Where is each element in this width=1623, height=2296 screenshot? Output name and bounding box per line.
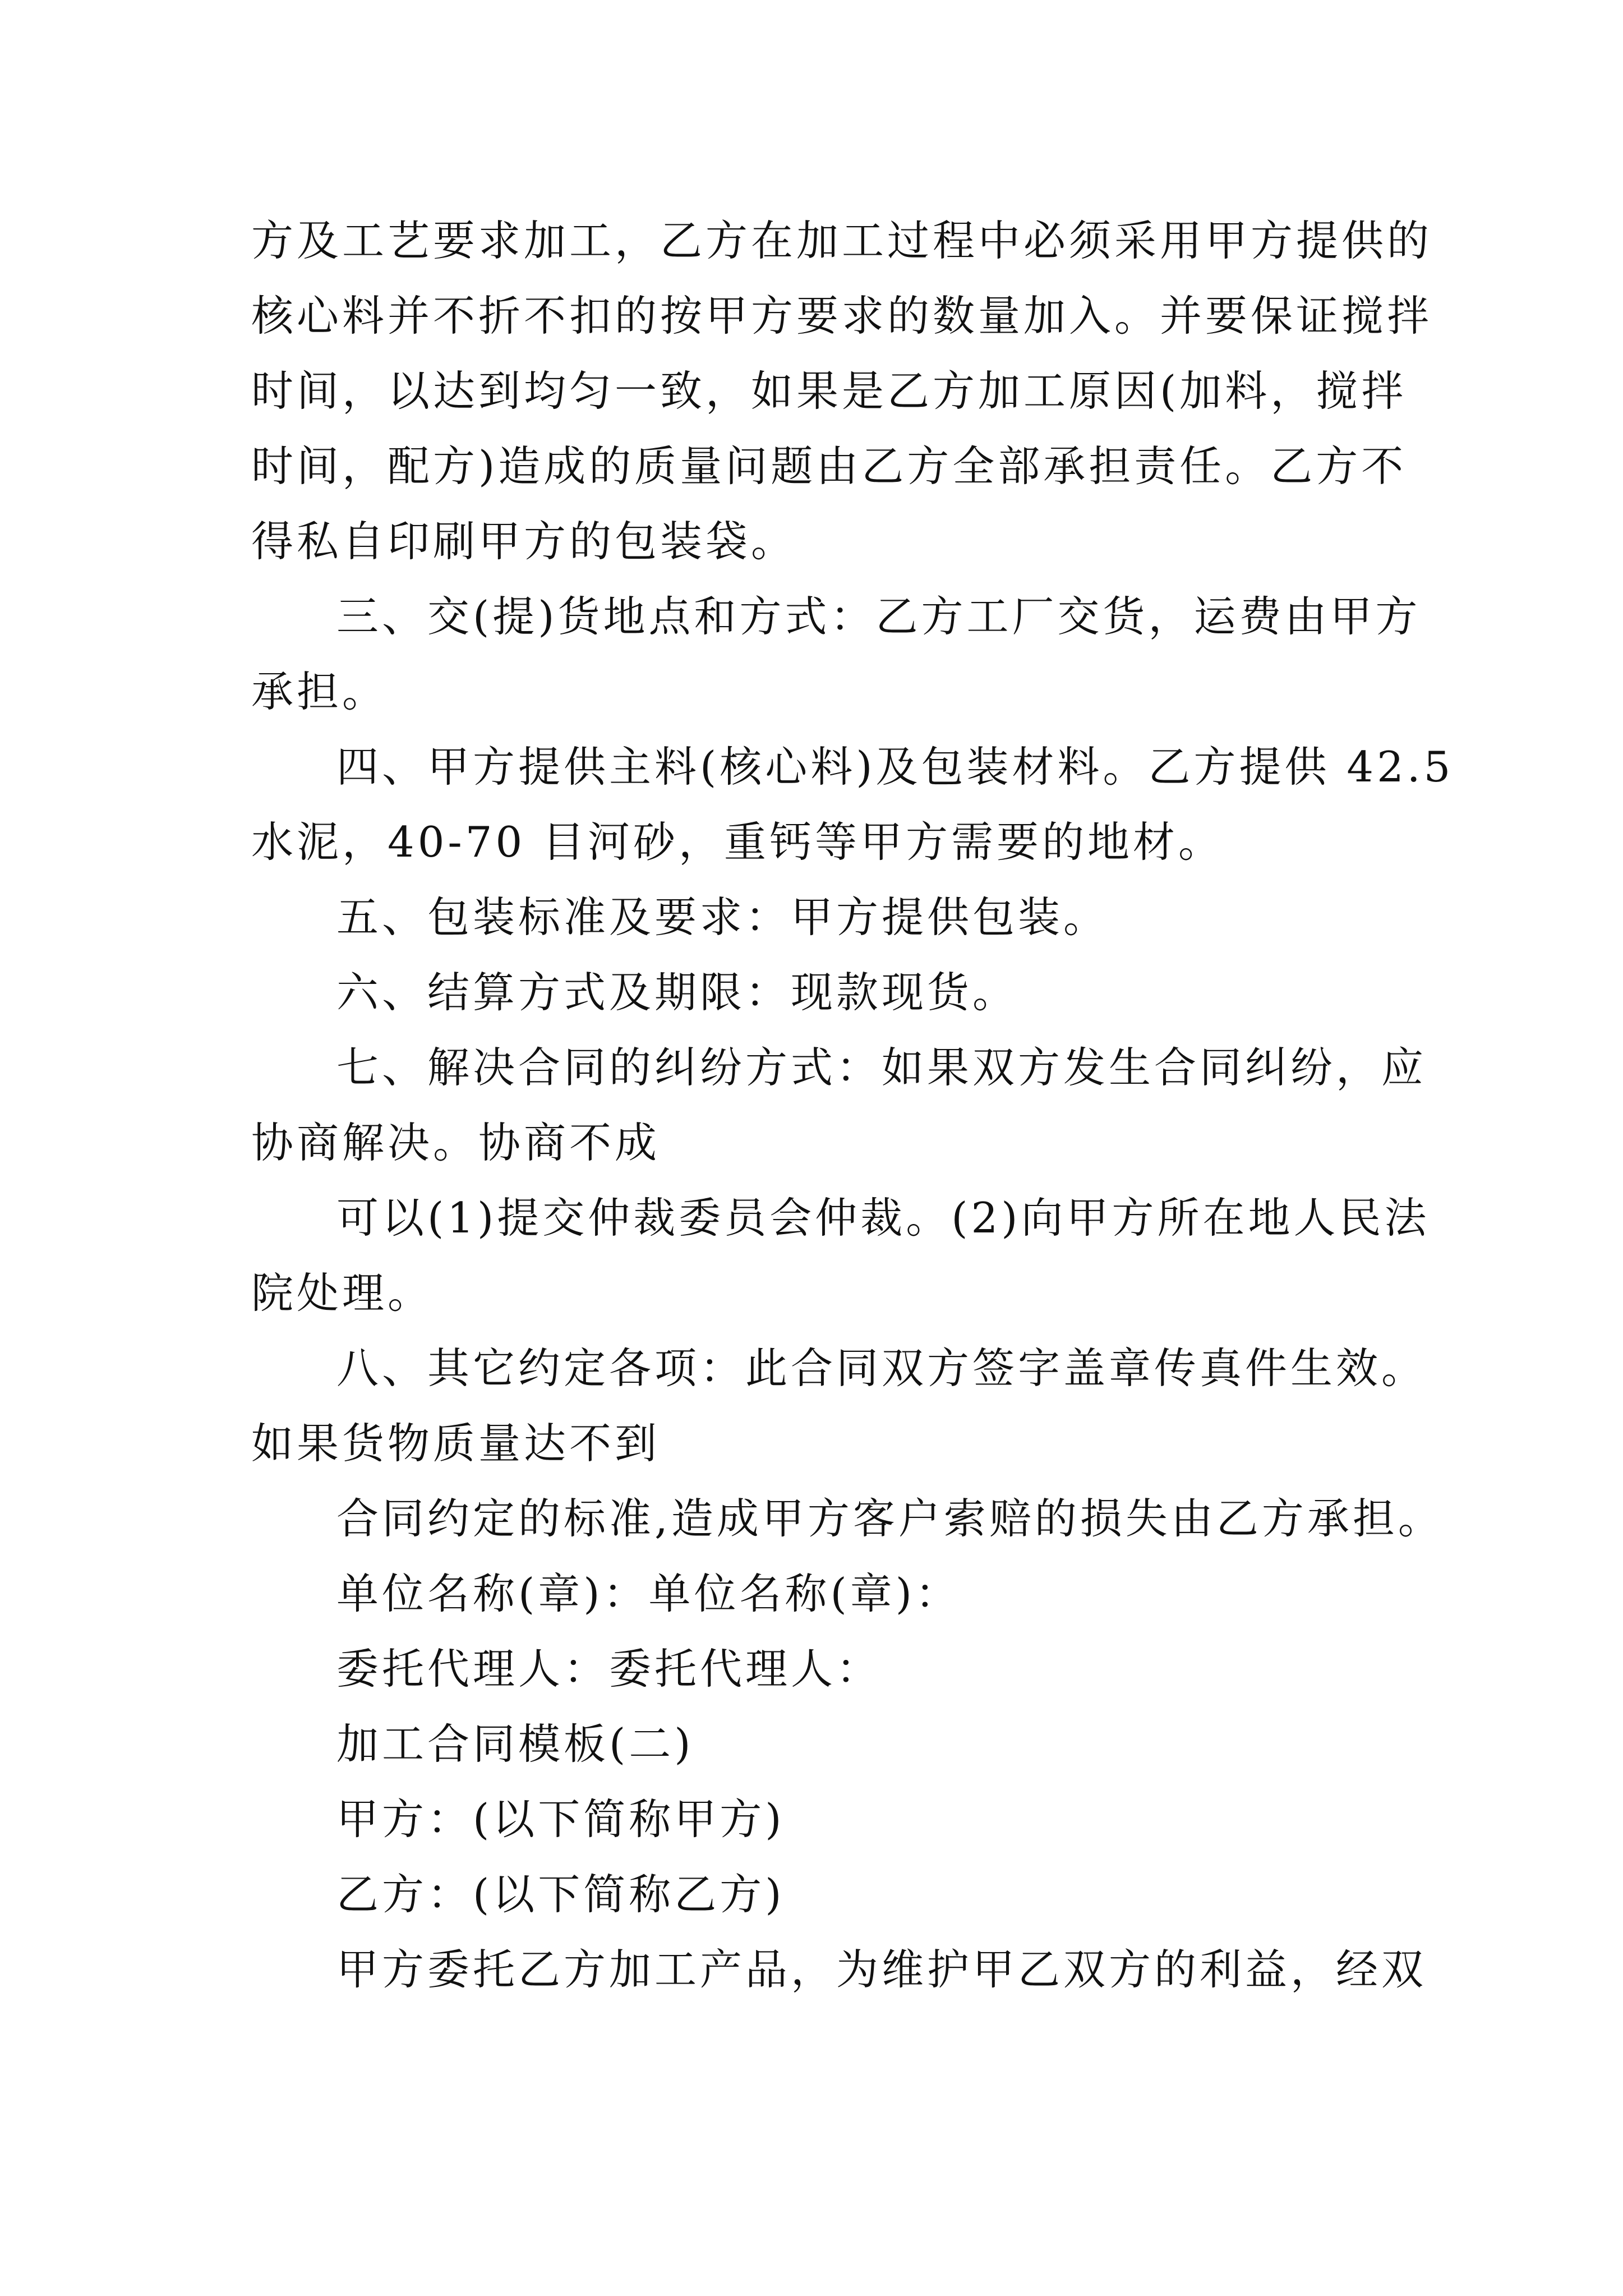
paragraph-line: 时间，配方)造成的质量问题由乙方全部承担责任。乙方不 <box>251 441 1407 491</box>
paragraph-line: 协商解决。协商不成 <box>251 1118 661 1167</box>
signature-line: 委托代理人：委托代理人： <box>336 1644 882 1694</box>
paragraph-line: 八、其它约定各项：此合同双方签字盖章传真件生效。 <box>336 1343 1427 1393</box>
paragraph-line: 时间，以达到均匀一致，如果是乙方加工原因(加料，搅拌 <box>251 366 1407 416</box>
paragraph-line: 七、解决合同的纠纷方式：如果双方发生合同纠纷，应 <box>336 1043 1427 1092</box>
paragraph-line: 四、甲方提供主料(核心料)及包装材料。乙方提供 42.5 <box>336 742 1454 792</box>
paragraph-line: 甲方委托乙方加工产品，为维护甲乙双方的利益，经双 <box>336 1945 1427 1994</box>
paragraph-line: 得私自印刷甲方的包装袋。 <box>251 517 797 566</box>
paragraph-line: 承担。 <box>251 667 388 716</box>
paragraph-line: 水泥，40-70 目河砂，重钙等甲方需要的地材。 <box>251 817 1224 867</box>
paragraph-line: 如果货物质量达不到 <box>251 1419 661 1468</box>
paragraph-line: 合同约定的标准,造成甲方客户索赔的损失由乙方承担。 <box>336 1494 1444 1543</box>
section-heading: 加工合同模板(二) <box>336 1719 694 1769</box>
signature-line: 单位名称(章)：单位名称(章)： <box>336 1569 961 1618</box>
paragraph-line: 五、包装标准及要求：甲方提供包装。 <box>336 892 1109 942</box>
paragraph-line: 方及工艺要求加工，乙方在加工过程中必须采用甲方提供的 <box>251 216 1433 265</box>
paragraph-line: 院处理。 <box>251 1268 434 1318</box>
paragraph-line: 可以(1)提交仲裁委员会仲裁。(2)向甲方所在地人民法 <box>336 1193 1430 1243</box>
paragraph-line: 六、结算方式及期限：现款现货。 <box>336 968 1018 1017</box>
paragraph-line: 核心料并不折不扣的按甲方要求的数量加入。并要保证搅拌 <box>251 291 1433 341</box>
party-line: 乙方：(以下简称乙方) <box>336 1870 785 1919</box>
paragraph-line: 三、交(提)货地点和方式：乙方工厂交货，运费由甲方 <box>336 592 1421 641</box>
party-line: 甲方：(以下简称甲方) <box>336 1795 785 1844</box>
